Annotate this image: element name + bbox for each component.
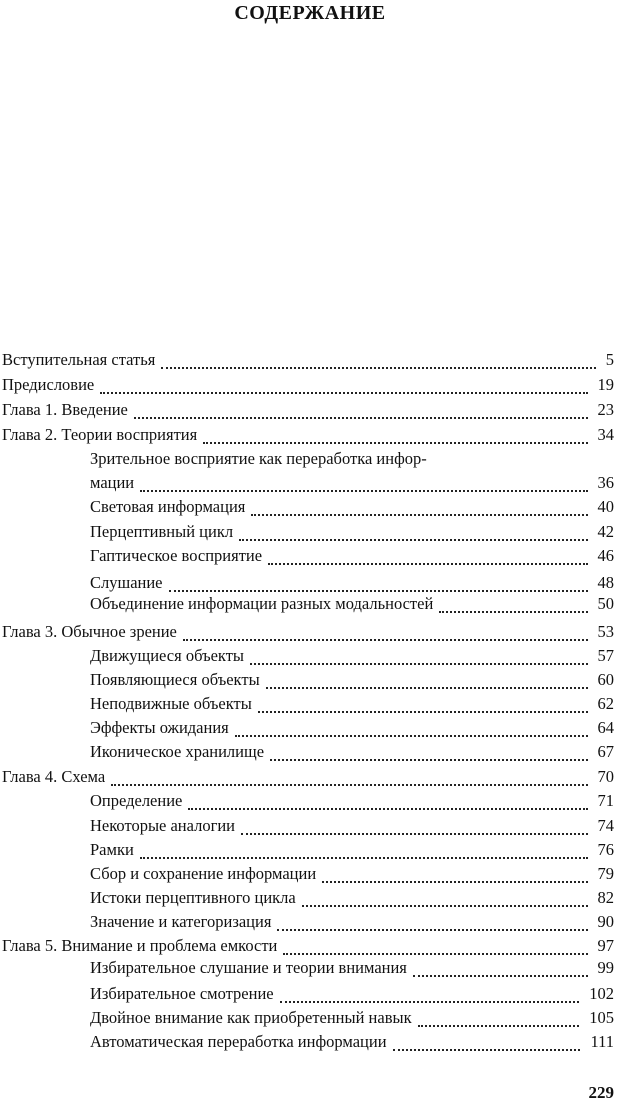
toc-entry-title: Эффекты ожидания [90,718,229,737]
toc-entry [0,1032,620,1056]
dot-leader [418,1025,580,1027]
toc-entry [0,449,620,473]
dot-leader [302,905,588,907]
toc-entry-title: мации [90,473,135,492]
page-number: 229 [588,1083,614,1102]
toc-entry-page: 90 [594,912,615,932]
dot-leader [322,881,587,883]
toc-entry [0,350,620,374]
toc-entry [0,864,620,888]
toc-entry-page: 5 [602,350,614,370]
toc-entry-page: 67 [594,742,615,762]
toc-entry-title: Слушание [90,573,163,592]
dot-leader [270,759,587,761]
toc-entry-title: Гаптическое восприятие [90,546,263,565]
toc-entry-title: Неподвижные объекты [90,694,252,713]
toc-entry-page: 36 [594,473,615,493]
dot-leader [100,392,587,394]
dot-leader [250,663,587,665]
toc-entry-title: Двойное внимание как приобретенный навык [90,1008,412,1027]
toc-entry-title: Автоматическая переработка информации [90,1032,387,1051]
toc-entry-page: 74 [594,816,615,836]
dot-leader [134,417,588,419]
toc-entry-title: Глава 3. Обычное зрение [2,622,177,641]
toc-entry-title: Вступительная статья [2,350,156,369]
toc-entry-page: 50 [594,594,615,614]
toc-entry-page: 60 [594,670,615,690]
dot-leader [169,590,588,592]
toc-entry-title: Рамки [90,840,134,859]
toc-entry-page: 82 [594,888,615,908]
dot-leader [277,929,587,931]
toc-entry-page: 97 [594,936,615,956]
toc-entry-title: Объединение информации разных модальностей [90,594,434,613]
toc-entry-title: Движущиеся объекты [90,646,245,665]
toc-entry-title: Определение [90,791,183,810]
toc-entry-page: 40 [594,497,615,517]
dot-leader [239,539,587,541]
toc-entry-page: 99 [594,958,615,978]
toc-entry-title: Перцептивный цикл [90,522,234,541]
toc-entry [0,594,620,618]
toc-entry [0,425,620,449]
dot-leader [439,611,587,613]
toc-entry [0,546,620,570]
dot-leader [283,953,587,955]
dot-leader [251,514,587,516]
dot-leader [188,808,587,810]
toc-entry [0,473,620,497]
toc-entry-title: Истоки перцептивного цикла [90,888,296,907]
toc-entry [0,984,620,1008]
dot-leader [413,975,588,977]
dot-leader [268,563,587,565]
dot-leader [393,1049,581,1051]
toc-entry [0,400,620,424]
page-title: СОДЕРЖАНИЕ [234,2,386,24]
dot-leader [280,1001,580,1003]
toc-entry [0,742,620,766]
toc-entry-page: 76 [594,840,615,860]
toc-entry-page: 53 [594,622,615,642]
toc-entry-page: 48 [594,573,615,593]
toc-entry-page: 62 [594,694,615,714]
toc-entry [0,1008,620,1032]
toc-entry [0,840,620,864]
toc-entry [0,767,620,791]
dot-leader [258,711,588,713]
dot-leader [183,639,588,641]
toc-entry-title: Появляющиеся объекты [90,670,260,689]
dot-leader [140,857,588,859]
dot-leader [266,687,588,689]
dot-leader [161,367,595,369]
toc-entry [0,670,620,694]
table-of-contents [0,348,620,1051]
toc-entry [0,497,620,521]
toc-entry-page: 46 [594,546,615,566]
toc-entry [0,622,620,646]
dot-leader [241,833,587,835]
toc-entry-title: Сбор и сохранение информации [90,864,317,883]
dot-leader [111,784,587,786]
toc-entry [0,936,620,960]
toc-entry-title: Значение и категоризация [90,912,272,931]
toc-entry [0,958,620,982]
toc-entry-page: 105 [585,1008,614,1028]
toc-entry-title: Глава 1. Введение [2,400,128,419]
toc-entry-page: 70 [594,767,615,787]
toc-entry [0,888,620,912]
toc-entry [0,375,620,399]
toc-entry-title: Избирательное слушание и теории внимания [90,958,407,977]
toc-entry-page: 71 [594,791,615,811]
toc-entry-title: Световая информация [90,497,246,516]
toc-entry [0,694,620,718]
toc-entry-title: Иконическое хранилище [90,742,265,761]
toc-entry-title: Глава 2. Теории восприятия [2,425,198,444]
toc-entry [0,791,620,815]
toc-entry-title: Глава 4. Схема [2,767,106,786]
toc-entry [0,522,620,546]
dot-leader [235,735,588,737]
toc-entry-page: 23 [594,400,615,420]
toc-entry-page: 42 [594,522,615,542]
toc-entry-title: Глава 5. Внимание и проблема емкости [2,936,278,955]
toc-entry [0,912,620,936]
toc-entry-page: 102 [585,984,614,1004]
toc-entry-title: Зрительное восприятие как переработка инфор- [90,449,427,468]
toc-entry-page: 19 [594,375,615,395]
toc-entry-page: 111 [586,1032,614,1052]
toc-entry [0,718,620,742]
toc-entry-title: Предисловие [2,375,95,394]
toc-entry [0,646,620,670]
toc-entry-page: 34 [594,425,615,445]
toc-entry-page: 64 [594,718,615,738]
toc-entry-title: Некоторые аналогии [90,816,236,835]
toc-entry [0,816,620,840]
toc-entry-page: 79 [594,864,615,884]
toc-entry-title: Избирательное смотрение [90,984,274,1003]
toc-entry-page: 57 [594,646,615,666]
dot-leader [140,490,587,492]
dot-leader [203,442,587,444]
